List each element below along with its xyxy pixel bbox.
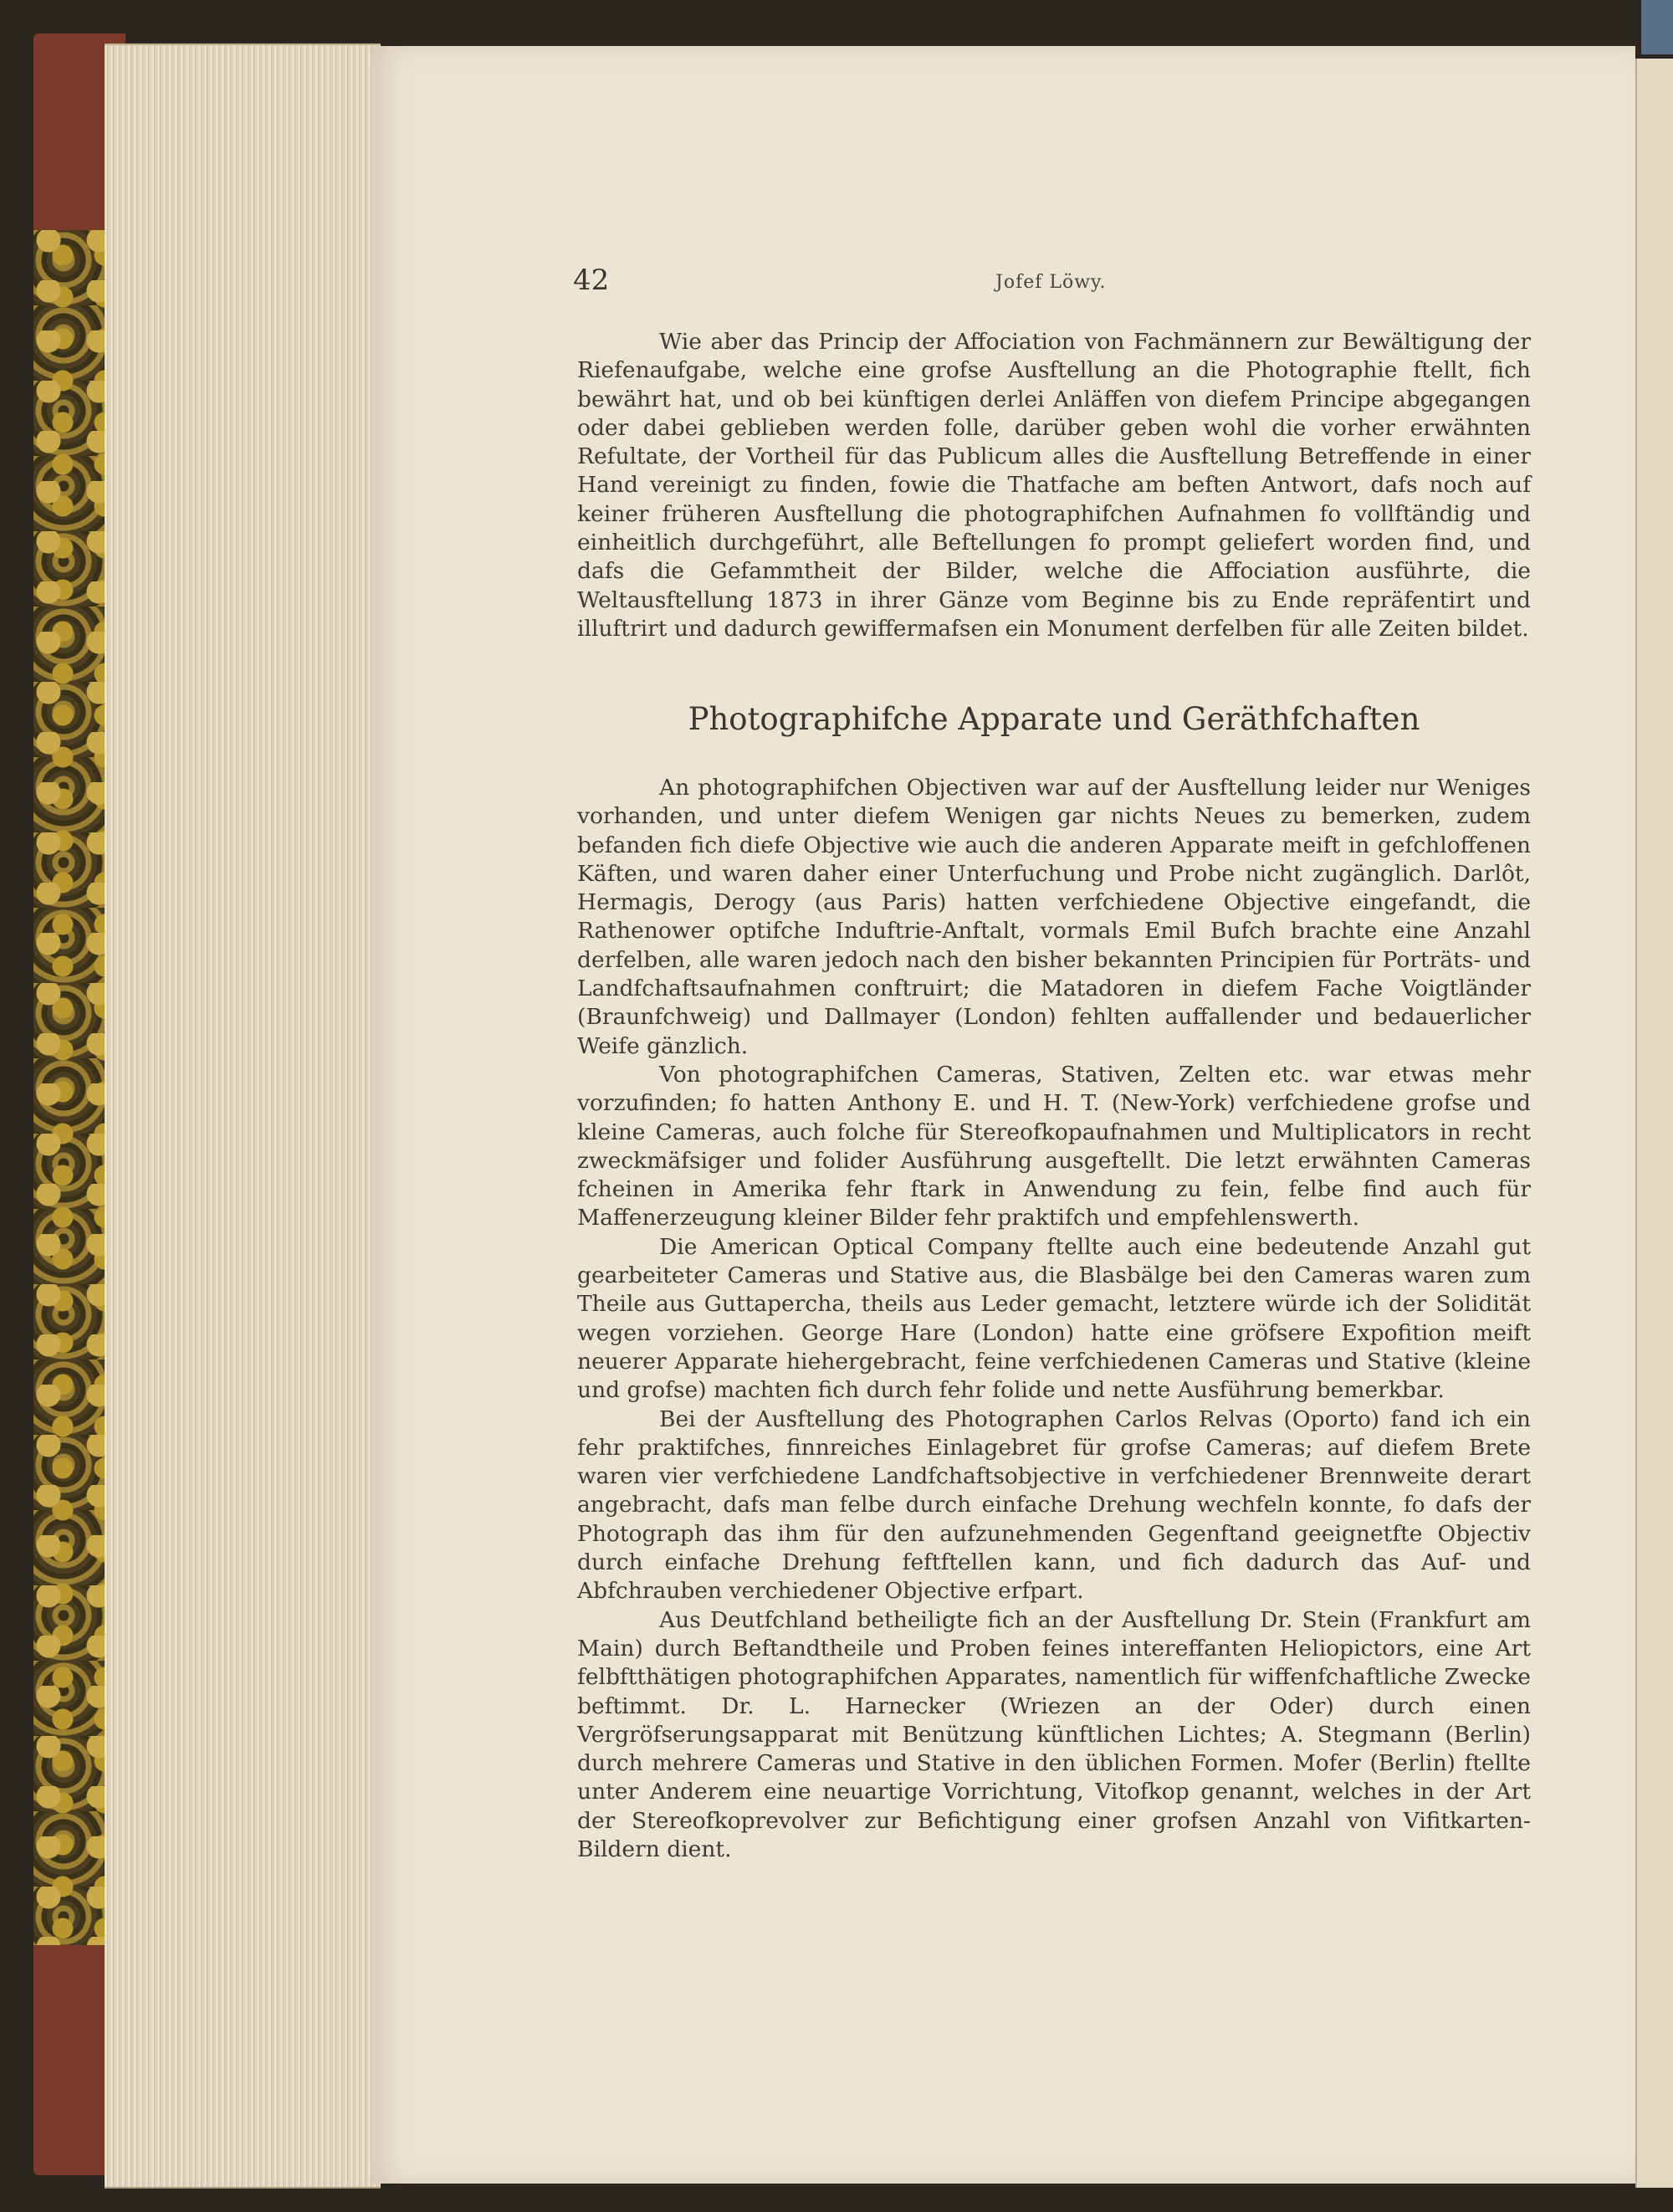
paragraph: An photographifchen Objectiven war auf der Ausftellung leider nur Weniges vorhanden, und unter diefem Wenigen gar nichts Neues zu bemerken, zudem befanden fich diefe Objective wie auch die anderen Apparate meift in gefchloffenen Käften, und waren daher einer Unterfuchung und Probe nicht zugänglich. Darlôt, Hermagis, Derogy (aus Paris) hatten verfchiedene Objective eingefandt, die Rathenower optifche Induftrie-Anftalt, vormals Emil Bufch brachte eine Anzahl derfelben, alle waren jedoch nach den bisher bekannten Principien für Porträts- und Landfchaftsaufnahmen conftruirt; die Matadoren in diefem Fache Voigtländer (Braunfchweig) und Dallmayer (London) fehlten auffallender und bedauerlicher Weife gänzlich.: [577, 775, 1531, 1059]
running-head: Jofef Löwy.: [995, 272, 1107, 293]
marbled-edge: [33, 230, 105, 1945]
paragraph: Die American Optical Company ftellte auch eine bedeutende Anzahl gut gearbeiteter Cameras und Stative aus, die Blasbälge bei den Cameras waren zum Theile aus Guttapercha, theils aus Leder gemacht, letztere würde ich der Solidität wegen vorziehen. George Hare (London) hatte eine gröfsere Expofition meift neuerer Apparate hiehergebracht, feine verfchiedenen Cameras und Stative (kleine und grofse) machten fich durch fehr folide und nette Ausführung bemerkbar.: [577, 1233, 1531, 1404]
page-edges: [105, 44, 381, 2189]
paragraph: Bei der Ausftellung des Photographen Carlos Relvas (Oporto) fand ich ein fehr praktifches, finnreiches Einlagebret für grofse Cameras; auf diefem Brete waren vier verfchiedene Landfchaftsobjective in verfchiedener Brennweite derart angebracht, dafs man felbe durch einfache Drehung wechfeln konnte, fo dafs der Photograph das ihm für den aufzunehmenden Gegenftand geeignetfte Objectiv durch einfache Drehung feftftellen kann, und fich dadurch das Auf- und Abfchrauben verchiedener Objective erfpart.: [577, 1406, 1531, 1605]
facing-page-edge: [1635, 59, 1673, 2188]
paragraph: Aus Deutfchland betheiligte fich an der Ausftellung Dr. Stein (Frankfurt am Main) durch Beftandtheile und Proben feines intereffanten Heliopictors, eine Art felbftthätigen photographifchen Apparates, namentlich für wiffenfchaftliche Zwecke beftimmt. Dr. L. Harnecker (Wriezen an der Oder) durch einen Vergröfserungsapparat mit Benützung künftlichen Lichtes; A. Stegmann (Berlin) durch mehrere Cameras und Stative in den üblichen Formen. Mofer (Berlin) ftellte unter Anderem eine neuartige Vorrichtung, Vitofkop genannt, welches in der Art der Stereofkoprevolver zur Befichtigung einer grofsen Anzahl von Vifitkarten-Bildern dient.: [577, 1606, 1531, 1862]
section-body: [577, 774, 1531, 1864]
intro-block: [577, 328, 1531, 643]
intro-paragraph: Wie aber das Princip der Affociation von Fachmännern zur Bewältigung der Riefenaufgabe, welche eine grofse Ausftellung an die Photographie ftellt, fich bewährt hat, und ob bei künftigen derlei Anläffen von diefem Principe abgegangen oder dabei geblieben werden folle, darüber geben wohl die vorher erwähnten Refultate, der Vortheil für das Publicum alles die Ausftellung Betreffende in einer Hand vereinigt zu finden, fowie die Thatfache am beften Antwort, dafs noch auf keiner früheren Ausftellung die photographifchen Aufnahmen fo vollftändig und einheitlich durchgeführt, alle Beftellungen fo prompt geliefert worden find, und dafs die Gefammtheit der Bilder, welche die Affociation ausführte, die Weltausftellung 1873 in ihrer Gänze vom Beginne bis zu Ende repräfentirt und illuftrirt und dadurch gewiffermafsen ein Monument derfelben für alle Zeiten bildet.: [577, 329, 1531, 642]
page-number: 42: [573, 264, 610, 297]
paragraph: Von photographifchen Cameras, Stativen, Zelten etc. war etwas mehr vorzufinden; fo hatten Anthony E. und H. T. (New-York) verfchiedene grofse und kleine Cameras, auch folche für Stereofkopaufnahmen und Multiplicators in recht zweckmäfsiger und folider Ausführung ausgeftellt. Die letzt erwähnten Cameras fcheinen in Amerika fehr ftark in Anwendung zu fein, felbe find auch für Maffenerzeugung kleiner Bilder fehr praktifch und empfehlenswerth.: [577, 1061, 1531, 1231]
section-heading: Photographifche Apparate und Geräthfchaften: [688, 701, 1420, 737]
binding-cloth: [1641, 0, 1673, 54]
